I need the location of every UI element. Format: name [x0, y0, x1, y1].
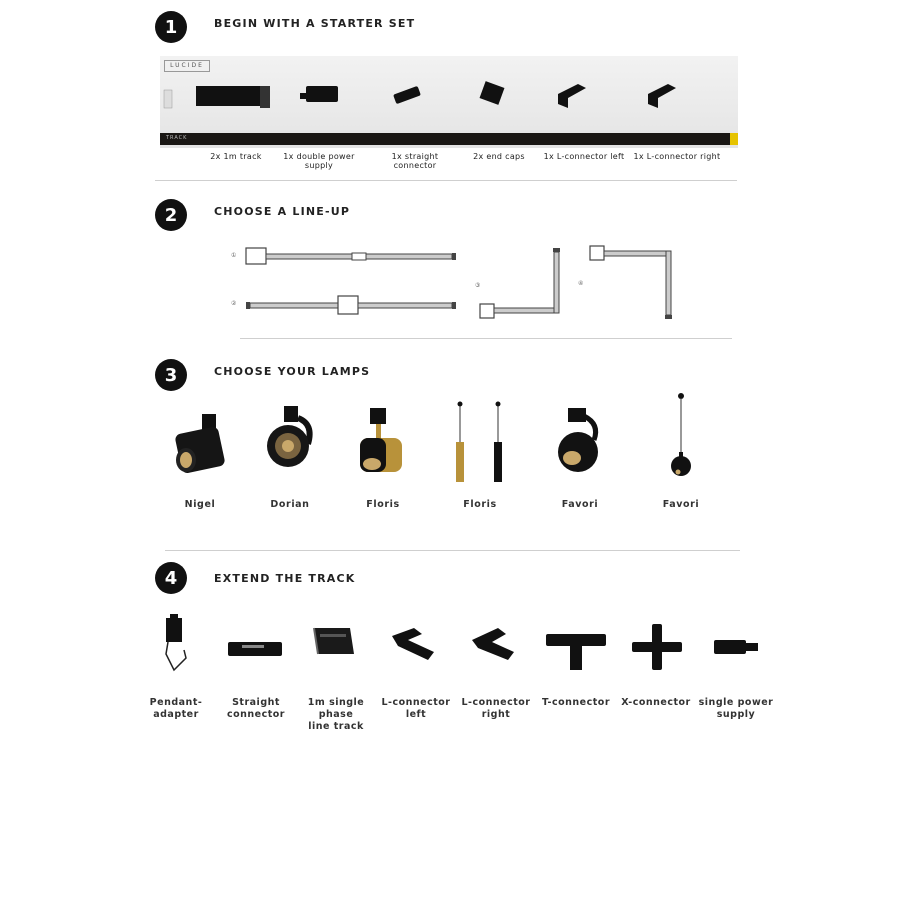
ext-label-5-line2: right — [481, 709, 511, 720]
lamp-name-1: Nigel — [184, 499, 216, 510]
lamp-floris-spot-icon — [356, 406, 406, 478]
lamp-favori-spot-icon — [554, 406, 610, 478]
starter-set-tag — [730, 133, 738, 145]
ext-label-8-line2: supply — [716, 709, 756, 720]
ext-label-8-line1: single power — [698, 697, 774, 708]
lineup-label-3: ③ — [475, 282, 481, 289]
ext-label-4-line1: L-connector — [381, 697, 451, 708]
ext-label-2-line1: Straight — [232, 697, 280, 708]
single-phase-track-icon — [310, 624, 358, 664]
ext-label-2 — [220, 697, 292, 721]
lamp-name-2: Dorian — [270, 499, 310, 510]
lamp-name-4: Floris — [463, 499, 497, 510]
starter-item-4: 2x end caps — [473, 152, 525, 161]
lamp-name-3: Floris — [366, 499, 400, 510]
lamp-name-5: Favori — [561, 499, 599, 510]
ext-label-3-line2: line track — [308, 721, 364, 732]
ext-label-4 — [378, 697, 454, 721]
l-connector-left-icon — [388, 624, 442, 664]
step-1-title: BEGIN WITH A STARTER SET — [214, 17, 416, 30]
starter-set-bar — [160, 133, 738, 145]
pendant-adapter-icon — [156, 614, 196, 674]
lamp-dorian-icon — [262, 404, 322, 476]
ext-label-3-line1: 1m single phase — [307, 697, 365, 720]
starter-item-2: 1x double power supply — [283, 152, 355, 170]
brand-logo: LUCIDE — [164, 60, 210, 72]
ext-label-6 — [538, 697, 614, 709]
ext-label-4-line2: left — [405, 709, 427, 720]
starter-item-3: 1x straight connector — [391, 152, 439, 170]
lineup-label-2: ② — [231, 300, 237, 307]
starter-item-1: 2x 1m track — [210, 152, 262, 161]
divider-2 — [240, 338, 732, 339]
step-2-title: CHOOSE A LINE-UP — [214, 205, 351, 218]
lineup-diagrams — [240, 240, 680, 325]
t-connector-icon — [544, 628, 608, 674]
single-power-supply-icon — [710, 636, 762, 660]
x-connector-icon — [630, 622, 684, 672]
divider-3 — [165, 550, 740, 551]
ext-label-7-line1: X-connector — [621, 697, 691, 708]
starter-set-products — [160, 56, 738, 134]
l-connector-right-icon — [468, 624, 522, 664]
ext-label-5-line1: L-connector — [461, 697, 531, 708]
step-2-badge: 2 — [155, 199, 187, 231]
lineup-label-1: ① — [231, 252, 237, 259]
lineup-label-4: ④ — [578, 280, 584, 287]
step-1-badge: 1 — [155, 11, 187, 43]
ext-label-3 — [292, 697, 380, 733]
lamp-nigel-icon — [170, 412, 230, 484]
step-4-badge: 4 — [155, 562, 187, 594]
step-4-title: EXTEND THE TRACK — [214, 572, 356, 585]
ext-label-1-line1: Pendant-adapter — [149, 697, 203, 720]
ext-label-6-line1: T-connector — [541, 697, 611, 708]
starter-item-5: 1x L-connector left — [543, 152, 625, 161]
straight-connector-icon — [224, 636, 286, 662]
step-3-badge: 3 — [155, 359, 187, 391]
lamp-favori-pendant-icon — [666, 392, 696, 482]
lamp-floris-pendant-icon — [446, 400, 510, 486]
starter-item-6: 1x L-connector right — [633, 152, 721, 161]
ext-label-7 — [618, 697, 694, 709]
ext-label-2-line2: connector — [226, 709, 285, 720]
ext-label-1 — [128, 697, 224, 721]
step-3-title: CHOOSE YOUR LAMPS — [214, 365, 371, 378]
lamp-name-6: Favori — [662, 499, 700, 510]
starter-set-bar-text: TRACK — [166, 135, 188, 141]
ext-label-5 — [458, 697, 534, 721]
divider-1 — [155, 180, 737, 181]
ext-label-8 — [698, 697, 774, 721]
